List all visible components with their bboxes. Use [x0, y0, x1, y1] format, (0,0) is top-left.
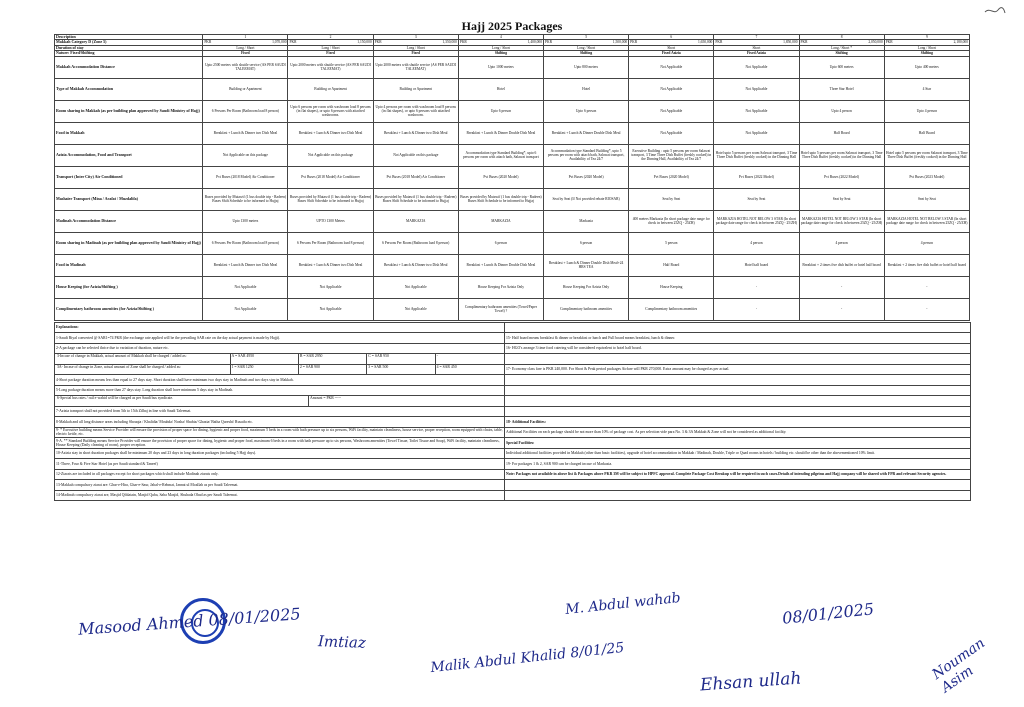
table-cell: Not Applicable: [288, 276, 373, 298]
table-cell: Not Applicable: [714, 78, 799, 100]
row-label: Azizia Accommodation, Food and Transport: [55, 144, 203, 166]
row-label: Food in Madinah: [55, 254, 203, 276]
explanation-right: Individual additional facilities provided in Makkah (other than basic facilities), upgrade of hotel accommodation in Makkah / Madinah, Double, Triple or Quad rooms in hotels / building etc. should be other than the abovementioned 10% limit.: [505, 448, 971, 459]
sig-date: 08/01/2025: [781, 599, 875, 628]
table-cell: Seat by Seat: [799, 188, 884, 210]
explanation-row: [55, 385, 971, 396]
table-cell: Pvt Buses (2018 Model) Air Conditioner: [288, 166, 373, 188]
table-cell: Upto 6 persons per room with washroom load 8 persons (in flat shapes), or upto 6 persons with attached washrooms.: [288, 100, 373, 122]
explanation-right: [505, 322, 971, 333]
table-cell: Not Applicable: [373, 276, 458, 298]
table-cell: Not Applicable: [714, 56, 799, 78]
explanation-row: [55, 459, 971, 470]
table-cell: Building or Apartment: [203, 78, 288, 100]
explanation-left: [55, 354, 505, 365]
table-cell: Not Applicable on this package: [203, 144, 288, 166]
price-wrap: [801, 40, 883, 44]
package-number-cell: 9: [884, 35, 969, 40]
table-cell: Not Applicable: [629, 100, 714, 122]
package-nature-cell: Fixed: [203, 51, 288, 57]
table-cell: Building or Apartment: [288, 78, 373, 100]
table-cell: Upto 4 person: [799, 100, 884, 122]
row-label: Type of Makkah Accommodation: [55, 78, 203, 100]
package-duration-cell: Short: [629, 45, 714, 51]
zone-note: 3-Incase of change in Makkah, actual amount of Makkah shall be charged / added as:: [56, 354, 231, 364]
package-duration-cell: Long / Short: [288, 45, 373, 51]
package-duration-cell: Long / Short: [373, 45, 458, 51]
table-cell: 6 Persons Per Room (Bathroom load 8 person): [288, 232, 373, 254]
table-cell: Upto 600 meters: [799, 56, 884, 78]
table-cell: Hotel half board: [714, 254, 799, 276]
price: 1,070,000: [272, 40, 287, 45]
table-cell: Half Board: [884, 122, 969, 144]
price-wrap: [289, 40, 371, 44]
table-cell: 4 person: [884, 232, 969, 254]
table-cell: Upto 400 meters: [884, 56, 969, 78]
explanation-row: [55, 448, 971, 459]
explanation-left: [55, 396, 505, 407]
zone-rate: -: [436, 354, 438, 358]
package-number-cell: 1: [203, 35, 288, 40]
sig-ehsan: Ehsan ullah: [699, 668, 803, 696]
explanation-row: [55, 480, 971, 491]
table-cell: Pvt Buses (2020 Model): [544, 166, 629, 188]
explanation-row: [55, 490, 971, 501]
zone-line: [56, 354, 503, 364]
explanation-right: [505, 354, 971, 365]
price: 1,650,000: [697, 40, 713, 45]
sig-imtiaz: Imtiaz: [317, 632, 367, 652]
table-row: [55, 210, 970, 232]
table-cell: Executive Building : upto 5 persons per room Salawat transport, 3 Time Three Dish Buffet (freshly cooked) in the Dinning Hall, Availability of Tea 24/7: [629, 144, 714, 166]
table-cell: Pvt Buses (2018 Model) Air Conditioner: [203, 166, 288, 188]
currency: PKR: [459, 40, 467, 45]
table-cell: Hotel: [458, 78, 543, 100]
row-label: Description: [55, 35, 203, 40]
currency: PKR: [885, 40, 893, 45]
price: 1,850,000: [783, 40, 798, 45]
currency: PKR: [545, 40, 552, 45]
explanation-row: [55, 343, 971, 354]
table-cell: Upto 2000 meters with shuttle service (AS PER SAUDI TALEEMAT): [288, 56, 373, 78]
explanation-row: [55, 438, 971, 449]
explanation-right: [505, 396, 971, 407]
currency: PKR: [374, 40, 382, 45]
bus-note: 6-Special bus rates / rail e-wahid will be charged as per Saudi bus syndicate.: [56, 396, 309, 406]
sig-nouman: Nouman Asim: [929, 635, 988, 697]
price-wrap: [630, 40, 712, 44]
table-cell: Not Applicable: [203, 298, 288, 320]
explanation-right: Note: Packages not available in above list & Packages above PKR 3M will be subject to HPFC approval. Complete Package Cost Breakup will be required in such cases.Details of intending pilgrims and Hajj company will be shared with FPR and relevant Security agencies.: [505, 469, 971, 480]
explanation-right: Additional Facilities on each package should be not more than 10% of package cost. As per selection vide para No. 3 & 3A Makkah & Zone will not be considered as additional facility.: [505, 427, 971, 438]
table-cell: 400 meters Markazia (In short package date range for check in between 25ZQ - 25ZH): [629, 210, 714, 232]
table-cell: Pvt Buses (2022 Model): [799, 166, 884, 188]
table-cell: Buses provided by Mutawif (1 bus double trip - Radeen) Buses Shift Schedule to be informed to Hujjaj: [373, 188, 458, 210]
price: 1,350,000: [442, 40, 457, 45]
table-cell: Upto 6 person: [544, 100, 629, 122]
table-cell: Not Applicable: [714, 100, 799, 122]
table-row: [55, 254, 970, 276]
sig-abdul-wahab: M. Abdul wahab: [564, 589, 682, 619]
table-row: [55, 78, 970, 100]
table-cell: Complimentary bathroom amenities (Towel/Paper Towel) ?: [458, 298, 543, 320]
explanation-left: 9-A. ** Standard Building means Service Provider will ensure the provision of proper space for dining, hygienic and proper food, maximum 6 beds in a room with bath pressure up to six persons, Washroom amenities (Towel Tissue, Toilet Tissue and Soap), WiFi facility, maintain cleanliness, House Keeping (Daily cleaning of room), proper reception.: [55, 438, 505, 449]
table-cell: Upto 6 person: [458, 100, 543, 122]
explanation-right: Special Facilities:: [505, 438, 971, 449]
table-row: [55, 188, 970, 210]
row-label: Duration of stay: [55, 45, 203, 51]
table-cell: Breakfast + Lunch & Dinner Double Dish Meal: [458, 254, 543, 276]
table-cell: Pvt Buses (2022 Model): [714, 166, 799, 188]
table-cell: Not Applicable on this package: [288, 144, 373, 166]
explanation-row: [55, 406, 971, 417]
table-cell: 6 person: [458, 232, 543, 254]
table-cell: Pvt Buses (2020 Model): [458, 166, 543, 188]
price-wrap: [886, 40, 968, 44]
table-row: [55, 166, 970, 188]
table-cell: Not Applicable: [629, 56, 714, 78]
row-label: Room sharing in Madinah (as per building plan approved by Saudi Ministry of Hajj): [55, 232, 203, 254]
explanation-left: 1-Saudi Riyal converted @ SAR1=74 PKR (the exchange rate applied will be the prevailing SAR rate on the day actual payment is made by Hajji).: [55, 333, 505, 344]
table-cell: Breakfast + Lunch & Dinner two Dish Meal: [373, 254, 458, 276]
price-wrap: [204, 40, 286, 44]
explanation-right: 17- Economy class fare is PKR 240,000. For Short & Peak period packages Airfare will PKR 270,000. Extra amount may be charged as per actual.: [505, 364, 971, 375]
table-cell: Upto 4 person: [884, 100, 969, 122]
table-cell: Hotel: [544, 78, 629, 100]
explanation-left: 8-Makkah and all long distance areas including Shouqia / Khalidia/ Mouhda/ Nozha/ Shubia/ Ghazia/ Batha Qureshi/ Rusaifa etc.: [55, 417, 505, 428]
table-cell: 6 Persons Per Room (Bathroom load 8 person): [373, 232, 458, 254]
currency: PKR: [630, 40, 638, 45]
table-cell: Not Applicable: [629, 78, 714, 100]
row-label: Mashaier Transport (Mina / Arafat / Muzdalifa): [55, 188, 203, 210]
table-cell: 4 person: [799, 232, 884, 254]
table-cell: Breakfast + Lunch & Dinner two Dish Meal: [203, 122, 288, 144]
table-cell: Buses provided by Mutawif (1 bus double trip - Radeen) Buses Shift Schedule to be informed to Hujjaj: [288, 188, 373, 210]
table-cell: Breakfast + Lunch & Dinner Double Dish Meal: [544, 122, 629, 144]
table-cell: Hotel upto 5 persons per room Salawat transport, 3 Time Three Dish Buffet (freshly cooked) in the Dinning Hall: [714, 144, 799, 166]
row-label: Room sharing in Makkah (as per building plan approved by Saudi Ministry of Hajj): [55, 100, 203, 122]
explanation-left: [55, 364, 505, 375]
explanation-left: 10-Azizia stay in short duration packages shall be minimum 20 days and 23 days in long duration packages (including 5 Hajj days).: [55, 448, 505, 459]
table-cell: Upto 2500 meters with shuttle service (AS PER SAUDI TALEEMAT): [203, 56, 288, 78]
table-cell: Pvt Buses (2023 Model): [884, 166, 969, 188]
package-number-cell: 8: [799, 35, 884, 40]
corner-mark-icon: [984, 6, 1006, 16]
table-cell: 6 Persons Per Room (Bathroom load 8 person): [203, 100, 288, 122]
explanation-left: 5-Long package duration means more than 27 days stay. Long duration shall have minimum 5 days stay in Madinah.: [55, 385, 505, 396]
package-nature-cell: Shifting: [884, 51, 969, 57]
package-number-cell: 6: [629, 35, 714, 40]
explanation-right: [505, 480, 971, 491]
table-cell: MARKAZIA HOTEL NOT BELOW 3 STAR (In short package date range for check in between 25ZQ - 25/ZH): [884, 210, 969, 232]
price-wrap: [375, 40, 457, 44]
explanation-right: [505, 406, 971, 417]
explanation-row: [55, 375, 971, 386]
table-cell: Accommodation type Standard Building*, upto 6 persons per room with attach bath, Salawat transport: [458, 144, 543, 166]
package-nature-cell: Shifting: [458, 51, 543, 57]
zone-rate: C = SAR 950: [367, 354, 435, 364]
table-cell: Building or Apartment: [373, 78, 458, 100]
package-number-cell: 4: [458, 35, 543, 40]
table-cell: Seat by Seat (If Not provided rebate RIOSAR): [544, 188, 629, 210]
package-duration-cell: Short: [714, 45, 799, 51]
row-label: Food in Makkah: [55, 122, 203, 144]
table-cell: Upto 1300 meters: [203, 210, 288, 232]
table-cell: Upto 4 persons per room with washroom load 8 persons (in flat shapes), or upto 6 persons with attached washroom.: [373, 100, 458, 122]
price: 2,050,000: [868, 40, 883, 45]
row-label: Nature: Fixed/Shifting: [55, 51, 203, 57]
sig-masood: Masood Ahmed 08/01/2025: [77, 604, 302, 639]
explanation-left: 4-Short package duration means less than equal to 27 days stay. Short duration shall have minimum two days stay in Madinah and two days stay in Makkah.: [55, 375, 505, 386]
package-number-cell: 5: [544, 35, 629, 40]
package-duration-cell: Long / Short *: [799, 45, 884, 51]
zone-rate: 4 = SAR 450: [436, 364, 457, 369]
table-cell: UPTO 1300 Meters: [288, 210, 373, 232]
table-row: [55, 144, 970, 166]
table-cell: MARKAZIA HOTEL NOT BELOW 3 STAR (In short package date range for check in between 25ZQ - 25/ZH): [799, 210, 884, 232]
table-row: [55, 100, 970, 122]
explanation-right: [505, 385, 971, 396]
explanation-row: [55, 417, 971, 428]
explanation-right: 19- For packages 1 & 2, SAR 900 can be charged incase of Markazia.: [505, 459, 971, 470]
package-nature-cell: Fixed: [288, 51, 373, 57]
explanations-table: [54, 322, 971, 502]
explanation-left: 11-Three, Four & Five Star Hotel (as per Saudi standard & Taneef): [55, 459, 505, 470]
package-nature-cell: Fixed Aziziа: [629, 51, 714, 57]
row-label: Makkah Accommodation Distance: [55, 56, 203, 78]
package-nature-cell: Shifting: [799, 51, 884, 57]
table-cell: Complimentary bathroom amenities: [629, 298, 714, 320]
table-cell: Accommodation type Standard Building*, upto 5 persons per room with attach bath, Salawat transport, Availability of Tea 24/7: [544, 144, 629, 166]
table-cell: Breakfast + Lunch & Dinner two Dish Meal: [373, 122, 458, 144]
explanation-row: [55, 354, 971, 365]
table-cell: Pvt Buses (2020 Model): [629, 166, 714, 188]
row-label: Transport (Inter City) Air Conditioned: [55, 166, 203, 188]
explanation-row: [55, 364, 971, 375]
explanation-row: [55, 333, 971, 344]
package-number-cell: 2: [288, 35, 373, 40]
table-cell: Half Board: [629, 254, 714, 276]
table-cell: -: [884, 276, 969, 298]
package-duration-cell: Long / Short: [544, 45, 629, 51]
table-cell: Not Applicable: [714, 122, 799, 144]
table-cell: Breakfast + Lunch & Dinner two Dish Meal: [288, 254, 373, 276]
package-duration-cell: Long / Short: [884, 45, 969, 51]
table-cell: Seat by Seat: [884, 188, 969, 210]
table-cell: House Keeping For Azizia Only: [544, 276, 629, 298]
row-label: Madinah Accommodation Distance: [55, 210, 203, 232]
amount-label: Amount = PKR -----: [309, 396, 342, 400]
zone-note: 3A- Incase of change in Zone, actual amount of Zone shall be charged / added as:: [56, 365, 231, 375]
page-title: Hajj 2025 Packages: [461, 19, 563, 33]
table-cell: 4 Star: [884, 78, 969, 100]
sig-malik-abdul-khalid: Malik Abdul Khalid 8/01/25: [429, 639, 626, 677]
table-cell: Breakfast + Lunch & Dinner Double Dish Meal+24 HRS TEA: [544, 254, 629, 276]
table-cell: Breakfast + Lunch & Dinner two Dish Meal: [288, 122, 373, 144]
table-cell: Upto 800 meters: [544, 56, 629, 78]
explanation-right: [505, 375, 971, 386]
table-cell: MARKAZIA: [458, 210, 543, 232]
table-cell: 6 person: [544, 232, 629, 254]
table-cell: MARKAZIA HOTEL NOT BELOW 3 STAR (In short package date range for check in between 25ZQ - 25/ZH): [714, 210, 799, 232]
table-cell: Three Star Hotel: [799, 78, 884, 100]
zone-rate: A = SAR 4950: [231, 354, 299, 364]
explanation-right: [505, 490, 971, 501]
currency: PKR: [800, 40, 808, 45]
table-cell: -: [884, 298, 969, 320]
table-cell: -: [714, 298, 799, 320]
table-row: [55, 232, 970, 254]
currency: PKR: [204, 40, 212, 45]
explanation-left: 9- * Executive building means Service Provider will ensure the provision of proper space for dining, hygienic and proper food, maximum 5 beds in a room with bath pressure up to six persons, WiFi facility, maintain cleanliness, house service, proper reception, room equipped with chairs, table, electric kettle, etc.: [56, 428, 503, 437]
table-cell: Seat by Seat: [714, 188, 799, 210]
explanation-left: 7-Azizia transport shall not provided from 5th to 15th Zilhaj in line with Saudi Taleemat.: [55, 406, 505, 417]
table-cell: Buses provided by Mutawif (1 bus double trip - Radeen) Buses Shift Schedule to be informed to Hujjaj: [203, 188, 288, 210]
explanation-row: [55, 396, 971, 407]
table-cell: -: [799, 276, 884, 298]
currency: PKR: [715, 40, 723, 45]
table-cell: Not Applicable on this package: [373, 144, 458, 166]
table-cell: House Keeping: [629, 276, 714, 298]
table-row: [55, 276, 970, 298]
currency: PKR: [289, 40, 297, 45]
table-cell: Seat by Seat: [629, 188, 714, 210]
package-nature-cell: Fixed Azizia: [714, 51, 799, 57]
table-row: [55, 56, 970, 78]
package-number-cell: 7: [714, 35, 799, 40]
zone-line: [56, 365, 503, 375]
table-cell: Buses provided by Mutawif (1 bus double trip - Radeen) Buses Shift Schedule to be informed to Hujjaj: [458, 188, 543, 210]
row-label: Complimentary bathroom amenities (for Azizia/Shifting ): [55, 298, 203, 320]
table-cell: Breakfast + 2 times five dish buffet or hotel half board: [799, 254, 884, 276]
explanation-left: 13-Makkah compulsory ziarat are: Ghar-e-Hira, Ghar-e-Saur, Jabal-e-Rehmat, Jannat ul Moallah as per Saudi Taleemat.: [55, 480, 505, 491]
table-cell: -: [714, 276, 799, 298]
table-cell: House Keeping For Azizia Only: [458, 276, 543, 298]
explanation-left: Explanations:: [55, 322, 505, 333]
table-cell: Not Applicable: [629, 122, 714, 144]
explanation-row: [55, 469, 971, 480]
price: 2,180,000: [953, 40, 968, 45]
package-number-cell: 3: [373, 35, 458, 40]
packages-sheet: [54, 18, 970, 501]
table-cell: Not Applicable: [373, 298, 458, 320]
table-cell: Markazia: [544, 210, 629, 232]
table-cell: 4 person: [714, 232, 799, 254]
explanation-row: [55, 322, 971, 333]
row-label: House Keeping (for Azizia/Shifting ): [55, 276, 203, 298]
explanation-right: 15- Half board means breakfast & dinner or breakfast or lunch and Full board means breakfast, lunch & dinner.: [505, 333, 971, 344]
table-cell: Hotel upto 5 persons per room Salawat transport, 3 Time Three Dish Buffet (freshly cooked) in the Dinning Hall: [884, 144, 969, 166]
explanation-left: 12-Ziarats are included in all packages except for short packages which shall include Madinah ziarats only.: [55, 469, 505, 480]
table-cell: Not Applicable: [203, 276, 288, 298]
explanation-left: 14-Madinah compulsory ziarat are, Masjid Qiblatain, Masjid Quba, Saba Masjid, Shuhada Ohad as per Saudi Taleemat.: [55, 490, 505, 501]
zone-rate: B = SAR 2950: [299, 354, 367, 364]
table-cell: Breakfast + Lunch & Dinner two Dish Meal: [203, 254, 288, 276]
package-duration-cell: Long / Short: [203, 45, 288, 51]
table-cell: Half Board: [799, 122, 884, 144]
packages-table: [54, 34, 970, 321]
zone-rate: 1 = SAR 1250: [231, 365, 299, 375]
table-cell: Pvt Buses (2018 Model) Air Conditioner: [373, 166, 458, 188]
table-cell: 6 Persons Per Room (Bathroom load 8 person): [203, 232, 288, 254]
table-row: [55, 298, 970, 320]
explanation-row: [55, 427, 971, 438]
table-cell: Complimentary bathroom amenities: [544, 298, 629, 320]
table-cell: MARKAZIA: [373, 210, 458, 232]
table-cell: -: [799, 298, 884, 320]
table-row: [55, 122, 970, 144]
amount-line: [56, 396, 503, 406]
package-nature-cell: Shifting: [544, 51, 629, 57]
price: 1,500,000: [612, 40, 628, 45]
table-cell: Not Applicable: [288, 298, 373, 320]
zone-rate: 3 = SAR 500: [367, 365, 435, 375]
table-cell: Upto 2000 meters with shuttle service (AS PER SAUDI TALEEMAT): [373, 56, 458, 78]
table-cell: Breakfast + Lunch & Dinner Double Dish Meal: [458, 122, 543, 144]
explanation-right: 18- Additional Facilities:: [505, 417, 971, 428]
table-cell: Breakfast + 2 times five dish buffet or hotel half board: [884, 254, 969, 276]
price-wrap: [715, 40, 797, 44]
price-wrap: [545, 40, 627, 44]
table-cell: Upto 1000 meters: [458, 56, 543, 78]
price-wrap: [460, 40, 542, 44]
package-nature-cell: Fixed: [373, 51, 458, 57]
table-cell: 5 person: [629, 232, 714, 254]
price: 1,150,000: [357, 40, 372, 45]
explanation-right: 16- HGO's arrange 3 time food catering will be considered equivalent to hotel half board.: [505, 343, 971, 354]
price: 1,400,000: [527, 40, 542, 45]
zone-rate: 2 = SAR 900: [299, 365, 367, 375]
row-label: Makkah Category D (Zone 5): [55, 40, 203, 46]
explanation-left: 2-A package can be selected thrice due to variation of duration, nature etc.: [55, 343, 505, 354]
table-cell: Hotel upto 5 persons per room Salawat transport, 3 Time Three Dish Buffet (freshly cooked) in the Dinning Hall: [799, 144, 884, 166]
package-duration-cell: Long / Short: [458, 45, 543, 51]
